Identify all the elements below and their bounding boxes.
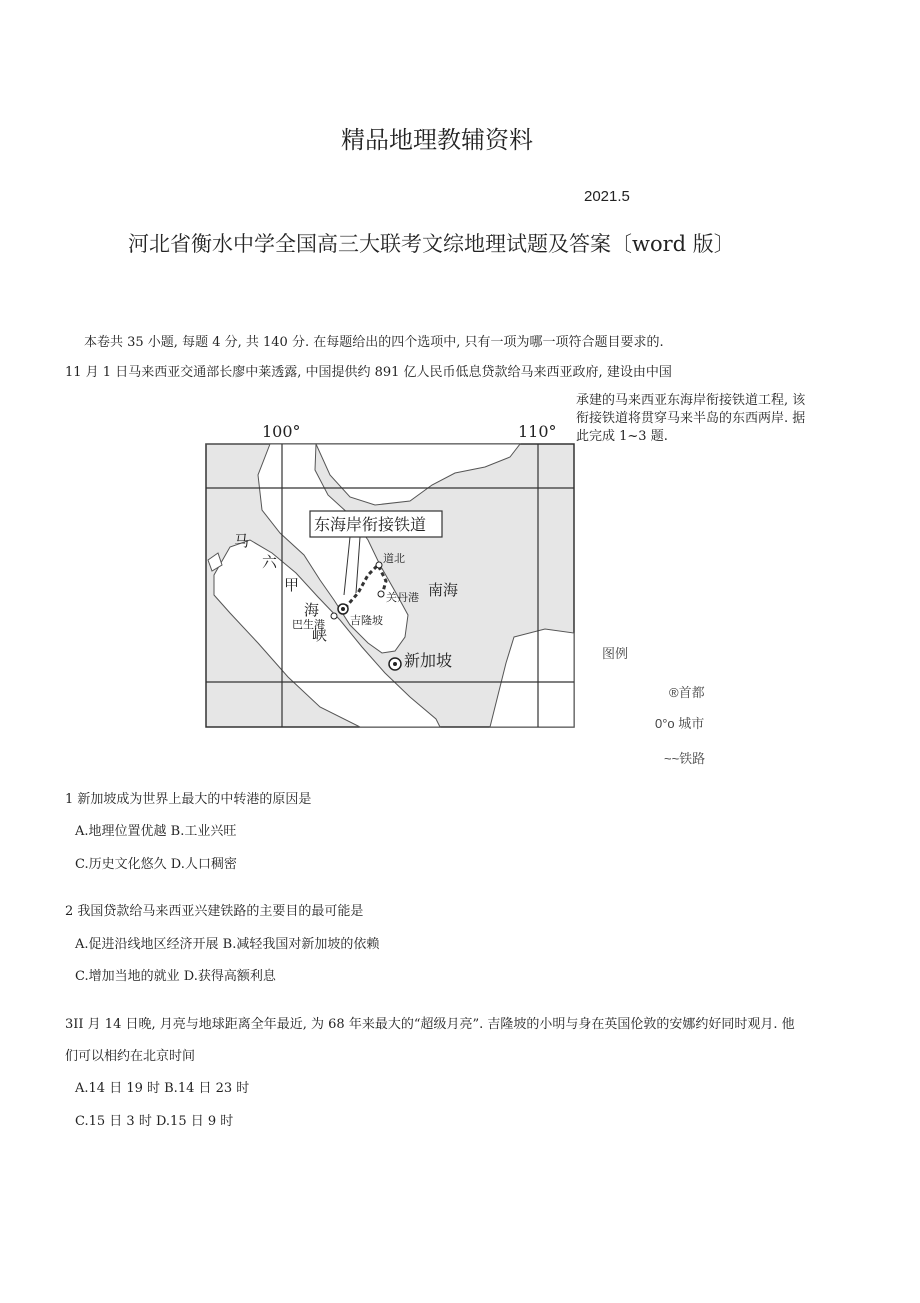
strait-char-5: 峡 (312, 626, 328, 644)
question-3-stem-line-2: 们可以相约在北京时间 (65, 1049, 196, 1064)
legend-city: 0°o 城市 (655, 716, 705, 731)
longitude-label-110: 110° (518, 422, 557, 441)
city-daobei: 道北 (383, 552, 405, 565)
question-3-stem-line-1: 3II 月 14 日晚, 月亮与地球距离全年最近, 为 68 年来最大的“超级月亮”. 吉隆坡的小明与身在英国伦敦的安娜约好同时观月. 他 (65, 1017, 795, 1032)
city-singapore: 新加坡 (404, 651, 453, 670)
doc-title: 精品地理教辅资料 (341, 126, 533, 154)
passage-line-1: 11 月 1 日马来西亚交通部长廖中莱透露, 中国提供约 891 亿人民币低息贷款给马来西亚政府, 建设由中国 (65, 365, 672, 380)
passage-side-2: 衔接铁道将贯穿马来半岛的东西两岸. 据 (576, 411, 806, 426)
passage-side-1: 承建的马来西亚东海岸衔接铁道工程, 该 (576, 393, 806, 408)
main-title: 河北省衡水中学全国高三大联考文综地理试题及答案〔word 版〕 (128, 232, 735, 256)
longitude-label-100: 100° (262, 422, 301, 441)
klang-city-symbol (331, 613, 337, 619)
doc-date: 2021.5 (584, 188, 630, 205)
question-3-options-a: A.14 日 19 时 B.14 日 23 时 (75, 1081, 250, 1096)
intro-text: 本卷共 35 小题, 每题 4 分, 共 140 分. 在每题给出的四个选项中, 只有一项为哪一项符合题目要求的. (84, 335, 664, 350)
guandan-city-symbol (378, 591, 384, 597)
city-kuala-lumpur: 吉隆坡 (350, 614, 383, 627)
daobei-city-symbol (376, 562, 382, 568)
malaysia-map (200, 415, 585, 735)
question-1-options-c: C.历史文化悠久 D.人口稠密 (75, 857, 237, 872)
railway-label: 东海岸衔接铁道 (314, 515, 427, 534)
strait-char-2: 六 (262, 553, 278, 571)
question-2-options-c: C.增加当地的就业 D.获得高额利息 (75, 969, 276, 984)
question-3-options-c: C.15 日 3 时 D.15 日 9 时 (75, 1114, 234, 1129)
legend-title: 图例 (602, 646, 629, 661)
strait-char-3: 甲 (284, 576, 300, 594)
legend-railway: ~~铁路 (664, 751, 706, 766)
south-china-sea-label: 南海 (428, 581, 459, 599)
passage-side-3: 此完成 1~3 题. (576, 429, 668, 444)
city-guandan: 关丹港 (386, 591, 419, 604)
strait-char-1: 马 (234, 532, 250, 550)
question-1-options-a: A.地理位置优越 B.工业兴旺 (75, 824, 237, 839)
question-2-options-a: A.促进沿线地区经济开展 B.减轻我国对新加坡的依赖 (75, 937, 380, 952)
question-2-stem: 2 我国贷款给马来西亚兴建铁路的主要目的最可能是 (65, 904, 364, 919)
city-klang: 巴生港 (292, 618, 325, 631)
legend-capital: ®首都 (669, 685, 705, 700)
question-1-stem: 1 新加坡成为世界上最大的中转港的原因是 (65, 792, 312, 807)
strait-char-4: 海 (304, 601, 320, 619)
